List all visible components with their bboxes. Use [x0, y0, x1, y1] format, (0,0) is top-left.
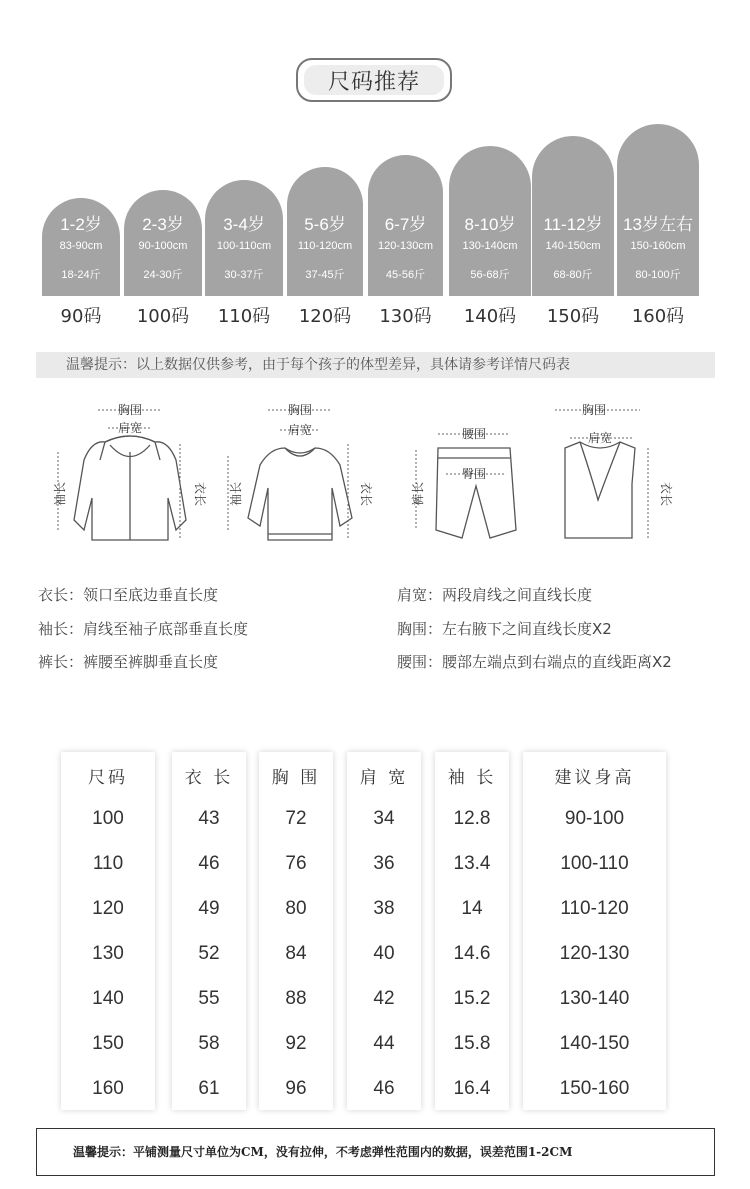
notice-bar: 温馨提示：以上数据仅供参考，由于每个孩子的体型差异，具体请参考详情尺码表	[36, 352, 715, 378]
table-cell: 43	[198, 808, 220, 829]
table-column	[172, 752, 246, 1110]
table-cell: 130	[92, 943, 124, 964]
age-range: 13岁左右	[623, 215, 693, 234]
age-range: 3-4岁	[223, 215, 265, 234]
table-cell: 40	[373, 943, 395, 964]
chest-label-vest: 胸围	[581, 403, 607, 417]
table-cell: 58	[198, 1033, 220, 1054]
size-tile	[124, 190, 202, 296]
height-range: 110-120cm	[297, 240, 353, 252]
table-cell: 140	[92, 988, 124, 1009]
table-cell: 14	[461, 898, 483, 919]
table-cell: 110	[92, 853, 124, 874]
definition-waist: 腰围：腰部左端点到右端点的直线距离X2	[397, 653, 672, 671]
table-cell: 84	[285, 943, 307, 964]
age-range: 5-6岁	[304, 215, 346, 234]
table-cell: 80	[285, 898, 307, 919]
table-cell: 46	[373, 1078, 395, 1099]
sleeve-label-jacket: 袖长	[53, 481, 67, 507]
table-cell: 34	[373, 808, 395, 829]
size-tile	[449, 146, 531, 296]
table-cell: 16.4	[453, 1078, 491, 1099]
table-cell: 36	[373, 853, 395, 874]
definition-chest: 胸围：左右腋下之间直线长度X2	[397, 620, 612, 638]
weight-range: 30-37斤	[224, 269, 264, 281]
height-range: 100-110cm	[216, 240, 272, 252]
length-label-jacket: 衣长	[193, 481, 207, 507]
footer-notice: 温馨提示：平铺测量尺寸单位为CM，没有拉伸，不考虑弹性范围内的数据，误差范围1-2CM	[36, 1128, 715, 1176]
height-range: 120-130cm	[377, 240, 434, 252]
table-column	[347, 752, 421, 1110]
table-cell: 88	[285, 988, 307, 1009]
vest-icon	[565, 442, 635, 538]
age-range: 1-2岁	[60, 215, 102, 234]
table-header: 建议身高	[554, 768, 635, 788]
weight-range: 37-45斤	[305, 269, 345, 281]
table-cell: 12.8	[453, 808, 491, 829]
age-range: 2-3岁	[142, 215, 184, 234]
page-title: 尺码推荐	[304, 65, 444, 95]
length-label-sweatshirt: 衣长	[359, 481, 373, 507]
table-cell: 90-100	[564, 808, 625, 829]
table-cell: 42	[373, 988, 395, 1009]
table-cell: 52	[198, 943, 220, 964]
height-range: 140-150cm	[545, 240, 601, 252]
height-range: 83-90cm	[59, 240, 103, 252]
age-range: 11-12岁	[543, 215, 603, 234]
weight-range: 80-100斤	[635, 269, 681, 281]
table-cell: 130-140	[559, 988, 630, 1009]
weight-range: 24-30斤	[143, 269, 183, 281]
table-cell: 96	[285, 1078, 307, 1099]
shoulder-label-jacket: 肩宽	[117, 421, 143, 435]
table-cell: 44	[373, 1033, 395, 1054]
size-label: 130码	[379, 306, 432, 327]
definition-sleeve: 袖长：肩线至袖子底部垂直长度	[38, 620, 249, 638]
title-pill	[296, 58, 452, 102]
table-cell: 38	[373, 898, 395, 919]
table-cell: 15.2	[453, 988, 491, 1009]
height-range: 130-140cm	[462, 240, 518, 252]
table-cell: 110-120	[560, 898, 629, 919]
size-tile	[287, 167, 363, 296]
age-range: 8-10岁	[464, 215, 516, 234]
table-cell: 150	[92, 1033, 124, 1054]
table-header: 衣 长	[184, 768, 234, 788]
table-column	[523, 752, 666, 1110]
table-cell: 92	[285, 1033, 307, 1054]
table-header: 肩 宽	[359, 768, 409, 788]
table-cell: 120-130	[559, 943, 630, 964]
table-cell: 49	[198, 898, 220, 919]
table-cell: 55	[198, 988, 220, 1009]
table-cell: 100	[92, 808, 124, 829]
size-tile	[205, 180, 283, 296]
weight-range: 68-80斤	[553, 269, 593, 281]
size-tile	[617, 124, 699, 296]
size-label: 160码	[631, 306, 685, 327]
pants-length-label: 裤长	[411, 481, 425, 507]
size-label: 120码	[298, 306, 352, 327]
pants-icon	[436, 448, 516, 538]
definition-pants-length: 裤长：裤腰至裤脚垂直长度	[38, 653, 219, 671]
height-range: 150-160cm	[630, 240, 686, 252]
size-tile	[42, 198, 120, 296]
chest-label-sweatshirt: 胸围	[287, 403, 313, 417]
definition-length: 衣长：领口至底边垂直长度	[38, 586, 219, 604]
table-cell: 14.6	[453, 943, 491, 964]
size-label: 90码	[60, 306, 102, 327]
size-label: 140码	[463, 306, 517, 327]
shoulder-label-sweatshirt: 肩宽	[287, 423, 313, 437]
size-label: 110码	[217, 306, 271, 327]
chest-label-jacket: 胸围	[117, 403, 143, 417]
table-column	[259, 752, 333, 1110]
sweatshirt-icon	[248, 448, 352, 540]
shoulder-label-vest: 肩宽	[587, 431, 613, 445]
age-range: 6-7岁	[384, 215, 427, 234]
size-tile	[368, 155, 443, 296]
size-label: 100码	[136, 306, 190, 327]
size-label: 150码	[546, 306, 600, 327]
table-header: 尺码	[88, 768, 128, 788]
hip-label: 臀围	[461, 467, 487, 481]
table-column	[435, 752, 509, 1110]
length-label-vest: 衣长	[659, 481, 673, 507]
table-cell: 120	[92, 898, 124, 919]
jacket-icon	[74, 436, 186, 540]
sleeve-label-sweatshirt: 袖长	[229, 481, 243, 507]
table-column	[61, 752, 155, 1110]
table-cell: 76	[285, 853, 307, 874]
table-cell: 150-160	[559, 1078, 630, 1099]
waist-label: 腰围	[461, 427, 487, 441]
weight-range: 18-24斤	[61, 269, 101, 281]
height-range: 90-100cm	[138, 240, 188, 252]
size-tile	[532, 136, 614, 296]
garment-diagrams	[0, 390, 750, 550]
table-cell: 160	[92, 1078, 124, 1099]
table-header: 胸 围	[271, 768, 321, 788]
table-header: 袖 长	[447, 768, 497, 788]
table-cell: 100-110	[560, 853, 629, 874]
table-cell: 61	[198, 1078, 220, 1099]
table-cell: 140-150	[559, 1033, 630, 1054]
table-cell: 13.4	[453, 853, 491, 874]
table-cell: 72	[285, 808, 307, 829]
weight-range: 56-68斤	[470, 269, 510, 281]
table-cell: 46	[198, 853, 220, 874]
weight-range: 45-56斤	[385, 269, 426, 281]
definition-shoulder: 肩宽：两段肩线之间直线长度	[397, 586, 593, 604]
table-cell: 15.8	[453, 1033, 491, 1054]
